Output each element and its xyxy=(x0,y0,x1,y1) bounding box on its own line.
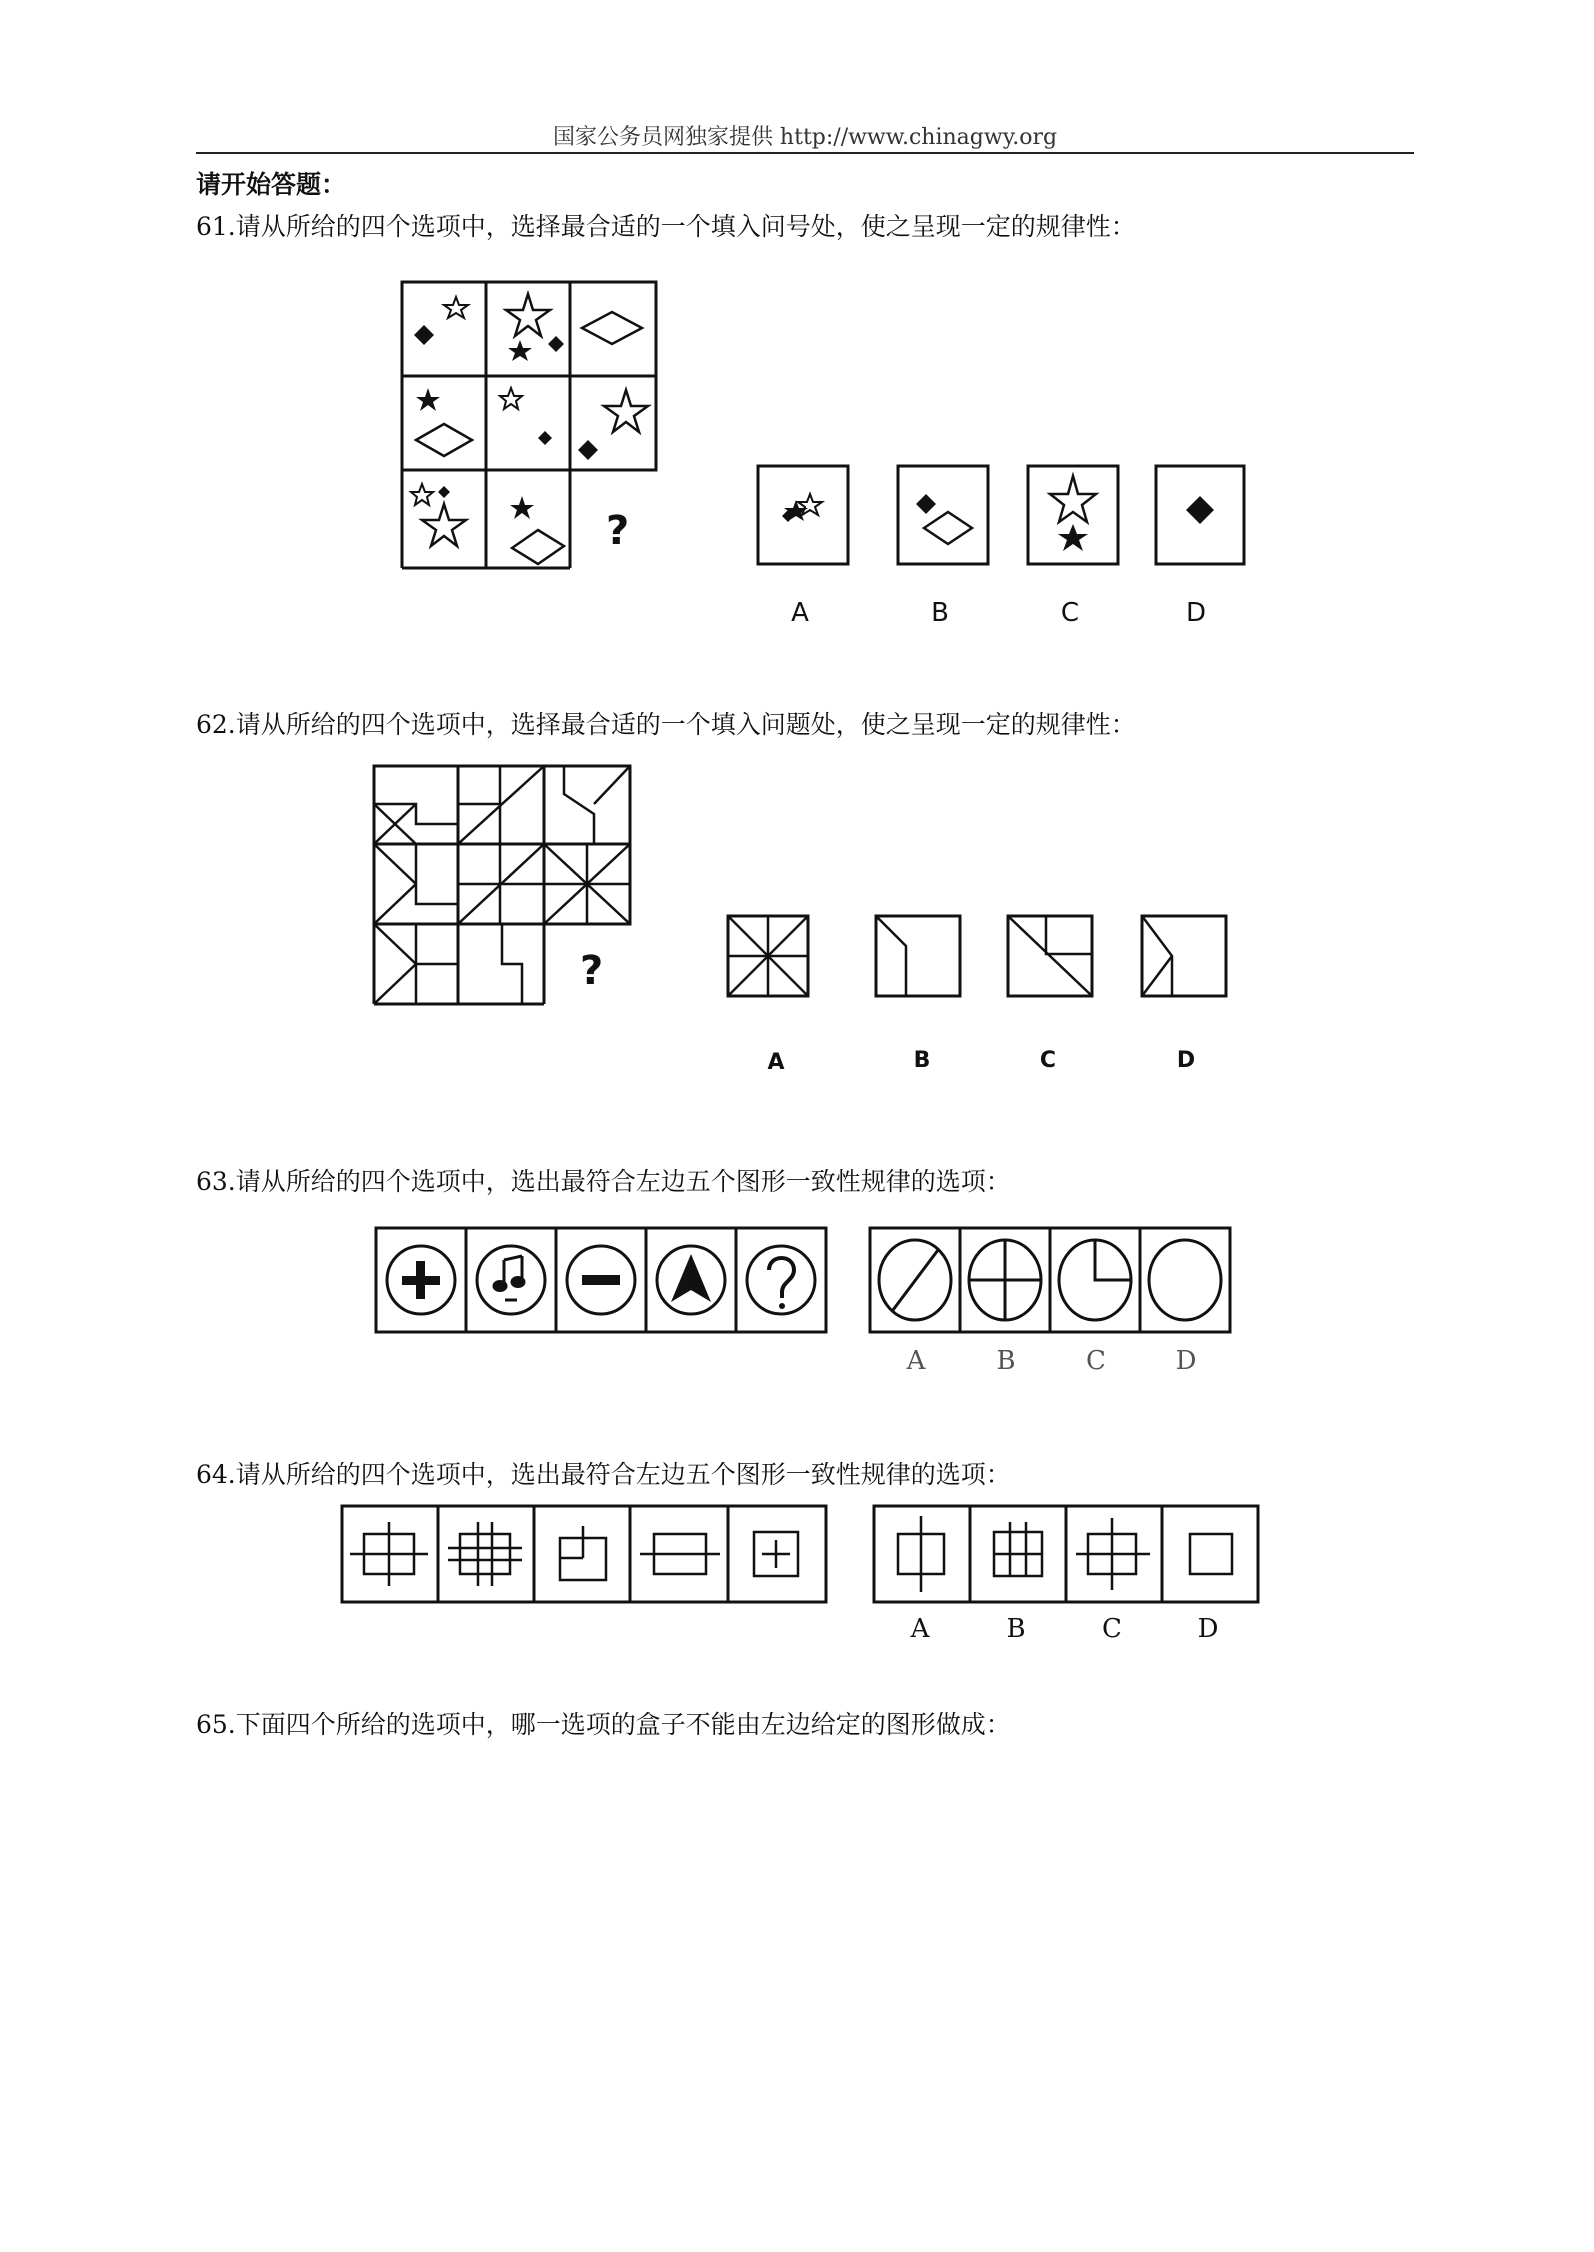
option-label-a: A xyxy=(906,1346,926,1376)
option-label-a: A xyxy=(767,1050,785,1075)
question-63 xyxy=(196,1162,1011,1198)
q62-options xyxy=(726,914,1236,1002)
option-label-b: B xyxy=(1006,1614,1026,1644)
question-mark: ? xyxy=(580,948,604,994)
q63-sequence xyxy=(374,1226,830,1336)
question-text: 请从所给的四个选项中，选择最合适的一个填入问题处，使之呈现一定的规律性： xyxy=(235,710,1136,739)
question-number: 64. xyxy=(196,1460,236,1489)
q63-options xyxy=(868,1226,1234,1336)
option-label-d: D xyxy=(1197,1614,1219,1644)
q64-sequence xyxy=(340,1504,828,1606)
question-text: 下面四个所给的选项中，哪一选项的盒子不能由左边给定的图形做成： xyxy=(235,1710,1011,1739)
option-label-c: C xyxy=(1060,598,1080,628)
question-61 xyxy=(196,207,1136,243)
question-text: 请从所给的四个选项中，选择最合适的一个填入问号处，使之呈现一定的规律性： xyxy=(235,212,1136,241)
question-text: 请从所给的四个选项中，选出最符合左边五个图形一致性规律的选项： xyxy=(235,1167,1011,1196)
question-number: 63. xyxy=(196,1167,236,1196)
option-label-b: B xyxy=(931,598,949,628)
option-label-a: A xyxy=(791,598,809,628)
option-label-d: D xyxy=(1175,1346,1197,1376)
question-65 xyxy=(196,1705,1011,1741)
header-rule xyxy=(196,152,1414,154)
option-label-c: C xyxy=(1039,1048,1057,1073)
page-header: 国家公务员网独家提供 http://www.chinagwy.org xyxy=(552,125,1058,150)
q61-options xyxy=(756,464,1246,568)
option-label-b: B xyxy=(996,1346,1016,1376)
option-label-d: D xyxy=(1185,598,1207,628)
q64-options xyxy=(872,1504,1260,1606)
question-text: 请从所给的四个选项中，选出最符合左边五个图形一致性规律的选项： xyxy=(235,1460,1011,1489)
section-title: 请开始答题： xyxy=(196,170,347,199)
question-62 xyxy=(196,705,1136,741)
question-64 xyxy=(196,1455,1011,1491)
option-label-b: B xyxy=(913,1048,931,1073)
question-number: 61. xyxy=(196,212,236,241)
question-number: 65. xyxy=(196,1710,236,1739)
option-label-c: C xyxy=(1086,1346,1106,1376)
option-label-c: C xyxy=(1102,1614,1122,1644)
question-mark: ? xyxy=(606,508,630,554)
option-label-d: D xyxy=(1176,1048,1196,1073)
question-number: 62. xyxy=(196,710,236,739)
option-label-a: A xyxy=(910,1614,930,1644)
